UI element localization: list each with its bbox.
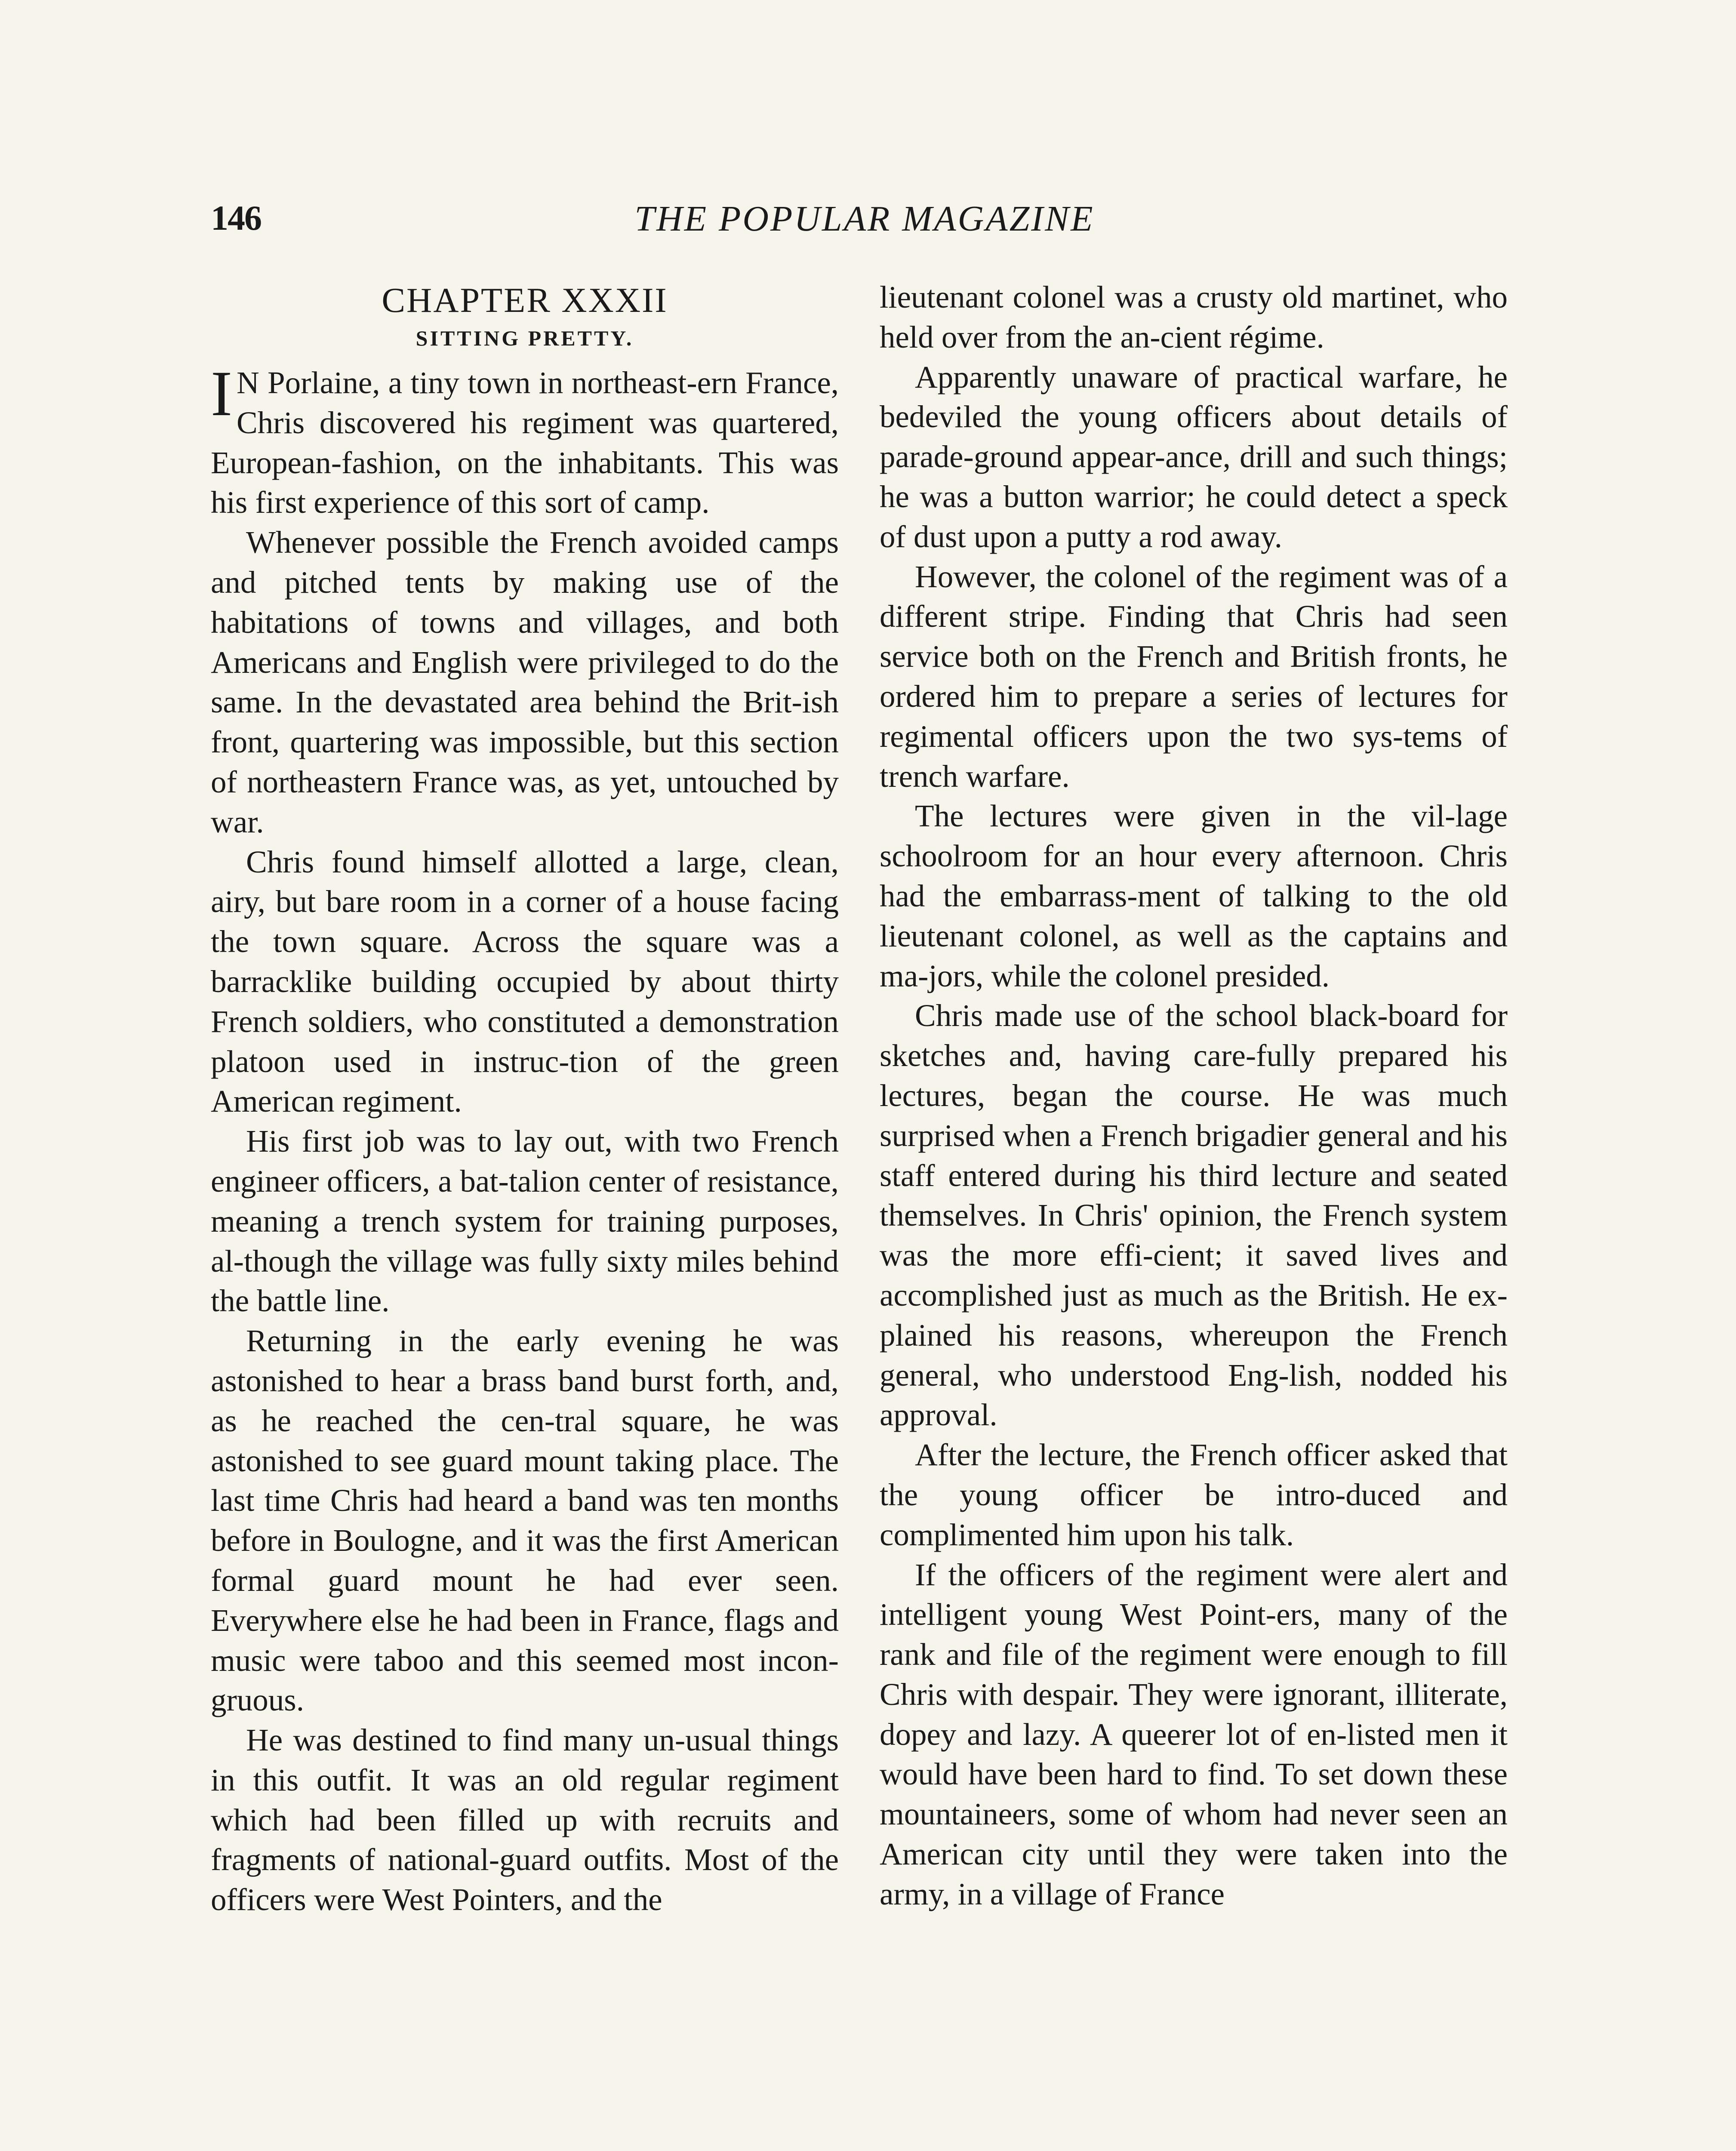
drop-cap: I (211, 358, 232, 429)
paragraph: Chris found himself allotted a large, clean, airy, but bare room in a corner of a house facing the town square. Across the square was a barracklike building occupied by about thirty French soldiers, who constituted a demonstration platoon used in instruc-tion of the green American regiment. (211, 844, 839, 1119)
chapter-title: CHAPTER XXXII (382, 280, 668, 320)
page-number: 146 (211, 198, 261, 237)
paragraph: After the lecture, the French officer asked that the young officer be intro-duced and complimented him upon his talk. (880, 1437, 1508, 1552)
paragraph: If the officers of the regiment were alert and intelligent young West Point-ers, many of the rank and file of the regiment were enough to fill Chris with despair. They were ignorant, illiterate, dopey and lazy. A queerer lot of en-listed men it would have been hard to find. To set down these mountaineers, some of whom had never seen an American city until they were taken into the army, in a village of France (880, 1557, 1508, 1911)
right-column (880, 277, 1508, 1914)
opening-paragraph-text: N Porlaine, a tiny town in northeast-ern France, Chris discovered his regiment was quartered, European-fashion, on the inhabitants. This was his first experience of this sort of camp. (211, 365, 839, 520)
paragraph: Whenever possible the French avoided camps and pitched tents by making use of the habitations of towns and villages, and both Americans and English were privileged to do the same. In the devastated area behind the Brit-ish front, quartering was impossible, but this section of northeastern France was, as yet, untouched by war. (211, 525, 839, 839)
paragraph: His first job was to lay out, with two French engineer officers, a bat-talion center of resistance, meaning a trench system for training purposes, al-though the village was fully sixty miles behind the battle line. (211, 1124, 839, 1319)
paragraph: The lectures were given in the vil-lage schoolroom for an hour every afternoon. Chris had the embarrass-ment of talking to the old lieutenant colonel, as well as the captains and ma-jors, while the colonel presided. (880, 798, 1508, 993)
chapter-subtitle: SITTING PRETTY. (416, 326, 634, 350)
magazine-title: THE POPULAR MAGAZINE (634, 199, 1095, 239)
left-column (211, 280, 839, 1920)
paragraph: Apparently unaware of practical warfare, he bedeviled the young officers about details of parade-ground appear-ance, drill and such things; he was a button warrior; he could detect a speck of dust upon a putty a rod away. (880, 359, 1508, 554)
opening-paragraph (211, 358, 839, 523)
continuation-paragraph: lieutenant colonel was a crusty old martinet, who held over from the an-cient régime. (880, 280, 1508, 354)
paragraph: He was destined to find many un-usual things in this outfit. It was an old regular regiment which had been filled up with recruits and fragments of national-guard outfits. Most of the officers were West Pointers, and the (211, 1723, 839, 1917)
paragraph: Returning in the early evening he was astonished to hear a brass band burst forth, and, as he reached the cen-tral square, he was astonished to see guard mount taking place. The last time Chris had heard a band was ten months before in Boulogne, and it was the first American formal guard mount he had ever seen. Everywhere else he had been in France, flags and music were taboo and this seemed most incon-gruous. (211, 1323, 839, 1718)
paragraph: However, the colonel of the regiment was of a different stripe. Finding that Chris had seen service both on the French and British fronts, he ordered him to prepare a series of lectures for regimental officers upon the two sys-tems of trench warfare. (880, 559, 1508, 794)
running-header (211, 198, 1518, 250)
paragraph: Chris made use of the school black-board for sketches and, having care-fully prepared his lectures, began the course. He was much surprised when a French brigadier general and his staff entered during his third lecture and seated themselves. In Chris' opinion, the French system was the more effi-cient; it saved lives and accomplished just as much as the British. He ex-plained his reasons, whereupon the French general, who understood Eng-lish, nodded his approval. (880, 998, 1508, 1433)
